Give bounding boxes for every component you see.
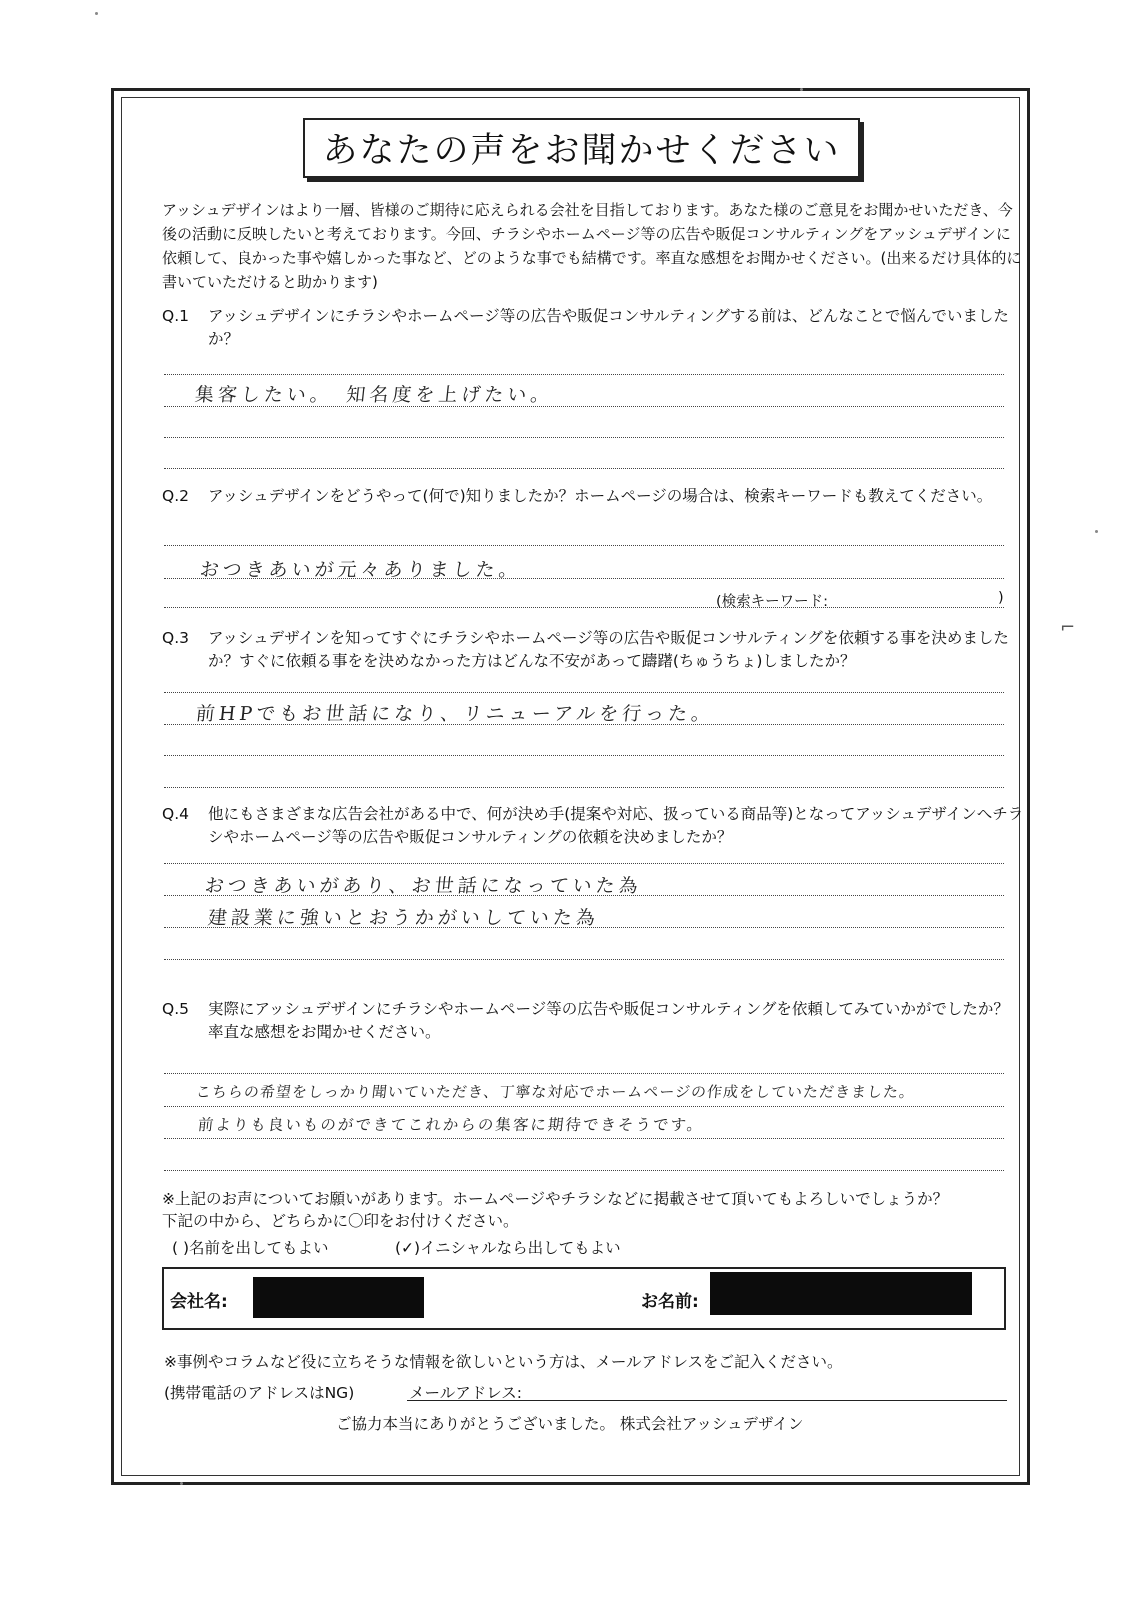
answer-line [164,468,1004,469]
question-1 [162,305,1024,351]
scan-speck [95,12,98,15]
handwritten-answer: 前よりも良いものができてこれからの集客に期待できそうです。 [196,1116,706,1134]
scan-speck [1095,530,1098,533]
answer-line [164,959,1004,960]
answer-line [164,374,1004,375]
handwritten-answer: おつきあいがあり、お世話になっていた為 [203,875,643,897]
answer-line [164,1073,1004,1074]
answer-line [164,755,1004,756]
handwritten-answer: 建設業に強いとおうかがいしていた為 [206,907,601,929]
request-line-2: 下記の中から、どちらかに〇印をお付けください。 [162,1212,519,1230]
keyword-close: ) [998,590,1004,606]
question-number: Q.2 [162,487,189,505]
option-name-ok[interactable]: ( )名前を出してもよい [172,1239,329,1257]
answer-line [164,437,1004,438]
question-number: Q.3 [162,629,189,647]
question-number: Q.4 [162,805,189,823]
email-line [407,1400,1007,1401]
stray-mark-icon: ⌐ [1060,617,1076,638]
mobile-note: (携帯電話のアドレスはNG) [164,1384,355,1402]
question-text: 他にもさまざまな広告会社がある中で、何が決め手(提案や対応、扱っている商品等)となってアッシュデザインへチラシやホームページ等の広告や販促コンサルティングの依頼を決めましたか？ [208,805,1024,846]
handwritten-answer: おつきあいが元々ありました。 [198,559,523,581]
answer-line [164,1106,1004,1107]
keyword-label: (検索キーワード: [716,594,829,610]
question-5 [162,998,1024,1044]
question-2 [162,485,1024,508]
answer-line [164,1138,1004,1139]
request-line-1: ※上記のお声についてお願いがあります。ホームページやチラシなどに掲載させて頂いてもよろしいでしょうか？ [162,1190,949,1208]
answer-line [164,607,1004,608]
permission-request [162,1188,948,1232]
handwritten-answer: こちらの希望をしっかり聞いていただき、丁寧な対応でホームページの作成をしていただきました。 [195,1083,917,1101]
question-number: Q.1 [162,307,189,325]
question-text: 実際にアッシュデザインにチラシやホームページ等の広告や販促コンサルティングを依頼してみていかがでしたか？率直な感想をお聞かせください。 [208,1000,1009,1041]
handwritten-answer: 集客したい。 知名度を上げたい。 [193,384,555,406]
question-3 [162,627,1024,673]
question-number: Q.5 [162,1000,189,1018]
page-title: あなたの声をお聞かせください [303,118,860,178]
answer-line [164,787,1004,788]
option-initials-ok[interactable]: (✓)イニシャルなら出してもよい [395,1239,621,1257]
company-label: 会社名: [170,1292,228,1312]
answer-line [164,863,1004,864]
question-text: アッシュデザインをどうやって(何で)知りましたか？ホームページの場合は、検索キーワードも教えてください。 [208,487,993,505]
email-label: メールアドレス: [409,1384,522,1402]
handwritten-answer: 前HPでもお世話になり、リニューアルを行った。 [194,703,716,725]
answer-line [164,692,1004,693]
email-note: ※事例やコラムなど役に立ちそうな情報を欲しいという方は、メールアドレスをご記入ください。 [164,1353,843,1371]
question-text: アッシュデザインを知ってすぐにチラシやホームページ等の広告や販促コンサルティングを依頼する事を決めましたか？すぐに依頼る事をを決めなかった方はどんな不安があって躊躇(ちゅうちょ)しましたか？ [208,629,1009,670]
answer-line [164,545,1004,546]
intro-text: アッシュデザインはより一層、皆様のご期待に応えられる会社を目指しております。あなた様のご意見をお聞かせいただき、今後の活動に反映したいと考えております。今回、チラシやホームページ等の広告や販促コンサルティングをアッシュデザインに依頼して、良かった事や嬉しかった事など、どのような事でも結構です。率直な感想をお聞かせください。(出来るだけ具体的に書いていただけると助かります) [162,201,1022,291]
thanks-text: ご協力本当にありがとうございました。 株式会社アッシュデザイン [336,1415,804,1433]
scan-speck [800,88,803,91]
question-text: アッシュデザインにチラシやホームページ等の広告や販促コンサルティングする前は、どんなことで悩んでいましたか？ [208,307,1009,348]
name-label: お名前: [641,1292,699,1312]
scan-speck [180,1482,183,1485]
company-redaction [253,1277,424,1318]
name-redaction [710,1272,972,1315]
answer-line [164,1170,1004,1171]
question-4 [162,803,1024,849]
